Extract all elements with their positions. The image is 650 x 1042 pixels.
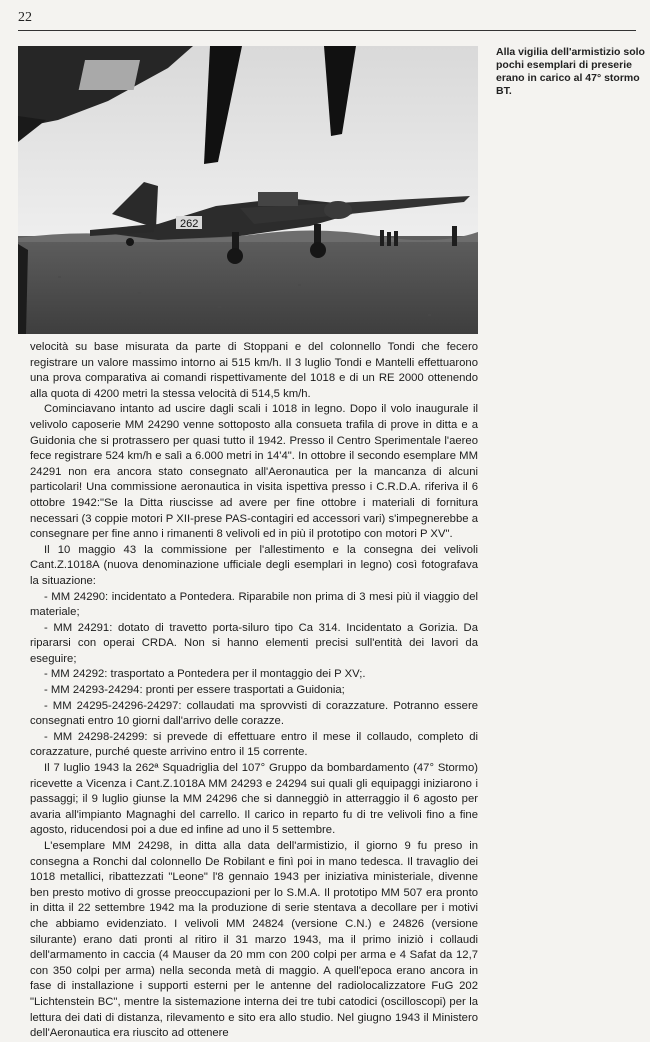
list-item: - MM 24293-24294: pronti per essere trasportati a Guidonia; xyxy=(44,684,345,697)
list-item: - MM 24298-24299: si prevede di effettuare entro il mese il collaudo, completo di corazzature, purché queste arrivino entro il 15 corrente. xyxy=(30,730,478,759)
page-number: 22 xyxy=(18,10,32,25)
list-item: - MM 24292: trasportato a Pontedera per il montaggio dei P XV;. xyxy=(44,668,366,681)
body-paragraph: L'esemplare MM 24298, in ditta alla data dell'armistizio, il giorno 9 fu preso in consegna a Ronchi dal colonnello De Robilant e finì poi in mano tedesca. Il travaglio dei 1018 metallici, ribattezzati "Leone" l'8 gennaio 1943 per iniziativa ministeriale, divenne ben presto motivo di grosse preoccupazioni per lo S.M.A. Il prototipo MM 507 era pronto in ditta il 22 settembre 1942 ma la produzione di serie stentava a decollare per i motivi che abbiamo evidenziato. I velivoli MM 24824 (versione C.N.) e 24826 (versione silurante) erano dati pronti al ritiro il 31 marzo 1943, ma il primo iniziò i collaudi dell'armamento in caccia (4 Mauser da 20 mm con 200 colpi per arma e 4 Safat da 12,7 con 350 colpi per arma) nella seconda metà di maggio. A quell'epoca erano ancora in fase di installazione i supporti esterni per le antenne del radiolocalizzatore FuG 202 "Lichtenstein BC", mentre la sistemazione interna dei tre tubi catodici (oscilloscopi) per la lettura dei dati di distanza, rilevamento e sito era allo studio. Nel giugno 1943 il Ministero dell'Aeronautica era riuscito ad ottenere xyxy=(30,840,478,1040)
list-item: - MM 24291: dotato di travetto porta-siluro tipo Ca 314. Incidentato a Gorizia. Da ripararsi con operai CRDA. Non si hanno elementi precisi sull'entità dei lavori da eseguire; xyxy=(30,621,478,665)
article-body xyxy=(30,340,478,1042)
body-paragraph: velocità su base misurata da parte di Stoppani e del colonnello Tondi che fecero registrare un valore massimo intorno ai 515 km/h. Il 3 luglio Tondi e Mantelli effettuarono una prova comparativa ai comandi rispettivamente del 1018 e di un RE 2000 ottenendo alla quota di 4200 metri la stessa velocità di 514,5 km/h. xyxy=(30,341,478,400)
list-item: - MM 24295-24296-24297: collaudati ma sprovvisti di corazzature. Potranno essere consegnati entro 10 giorni dall'arrivo delle corazze. xyxy=(30,699,478,728)
list-item: - MM 24290: incidentato a Pontedera. Riparabile non prima di 3 mesi più il viaggio del materiale; xyxy=(30,590,478,619)
body-paragraph: Cominciavano intanto ad uscire dagli scali i 1018 in legno. Dopo il volo inaugurale il velivolo caposerie MM 24290 venne sottoposto alla consueta trafila di prove in ditta e a Guidonia che si protrassero per quasi tutto il 1942. Presso il Centro Sperimentale l'aereo fece registrare 524 km/h e salì a 6.000 metri in 14'4". In ottobre il secondo esemplare MM 24291 non era ancora stato consegnato all'Aeronautica per la mancanza di alcuni particolari! Una commissione aeronautica in visita ispettiva presso i C.R.D.A. riferiva il 6 ottobre 1942:"Se la Ditta riuscisse ad avere per fine ottobre i materiali di fornitura necessari (3 coppie motori P XII-prese PAS-contagiri ed accessori vari) s'impegnerebbe a consegnare per fine anno i rimanenti 8 velivoli ed in più il prototipo con motori P XV". xyxy=(30,403,478,541)
header-rule xyxy=(18,30,636,31)
body-paragraph: Il 7 luglio 1943 la 262ª Squadriglia del 107° Gruppo da bombardamento (47° Stormo) ricevette a Vicenza i Cant.Z.1018A MM 24293 e 24294 sui quali gli equipaggi iniziarono i passaggi; il 9 luglio giunse la MM 24296 che si danneggiò in atterraggio il 6 agosto per avaria all'impianto Magnaghi del carrello. Il carico in reparto fu di tre velivoli fino a fine agosto, riducendosi poi a due ed infine ad uno il 5 settembre. xyxy=(30,762,478,837)
body-paragraph: Il 10 maggio 43 la commissione per l'allestimento e la consegna dei velivoli Cant.Z.1018A (nuova denominazione ufficiale degli esemplari in legno) così fotografava la situazione: xyxy=(30,543,478,587)
aircraft-code-label: 262 xyxy=(180,218,199,230)
aircraft-photo xyxy=(18,46,478,334)
photo-caption: Alla vigilia dell'armistizio solo pochi esemplari di preserie erano in carico al 47° stormo BT. xyxy=(496,46,645,97)
